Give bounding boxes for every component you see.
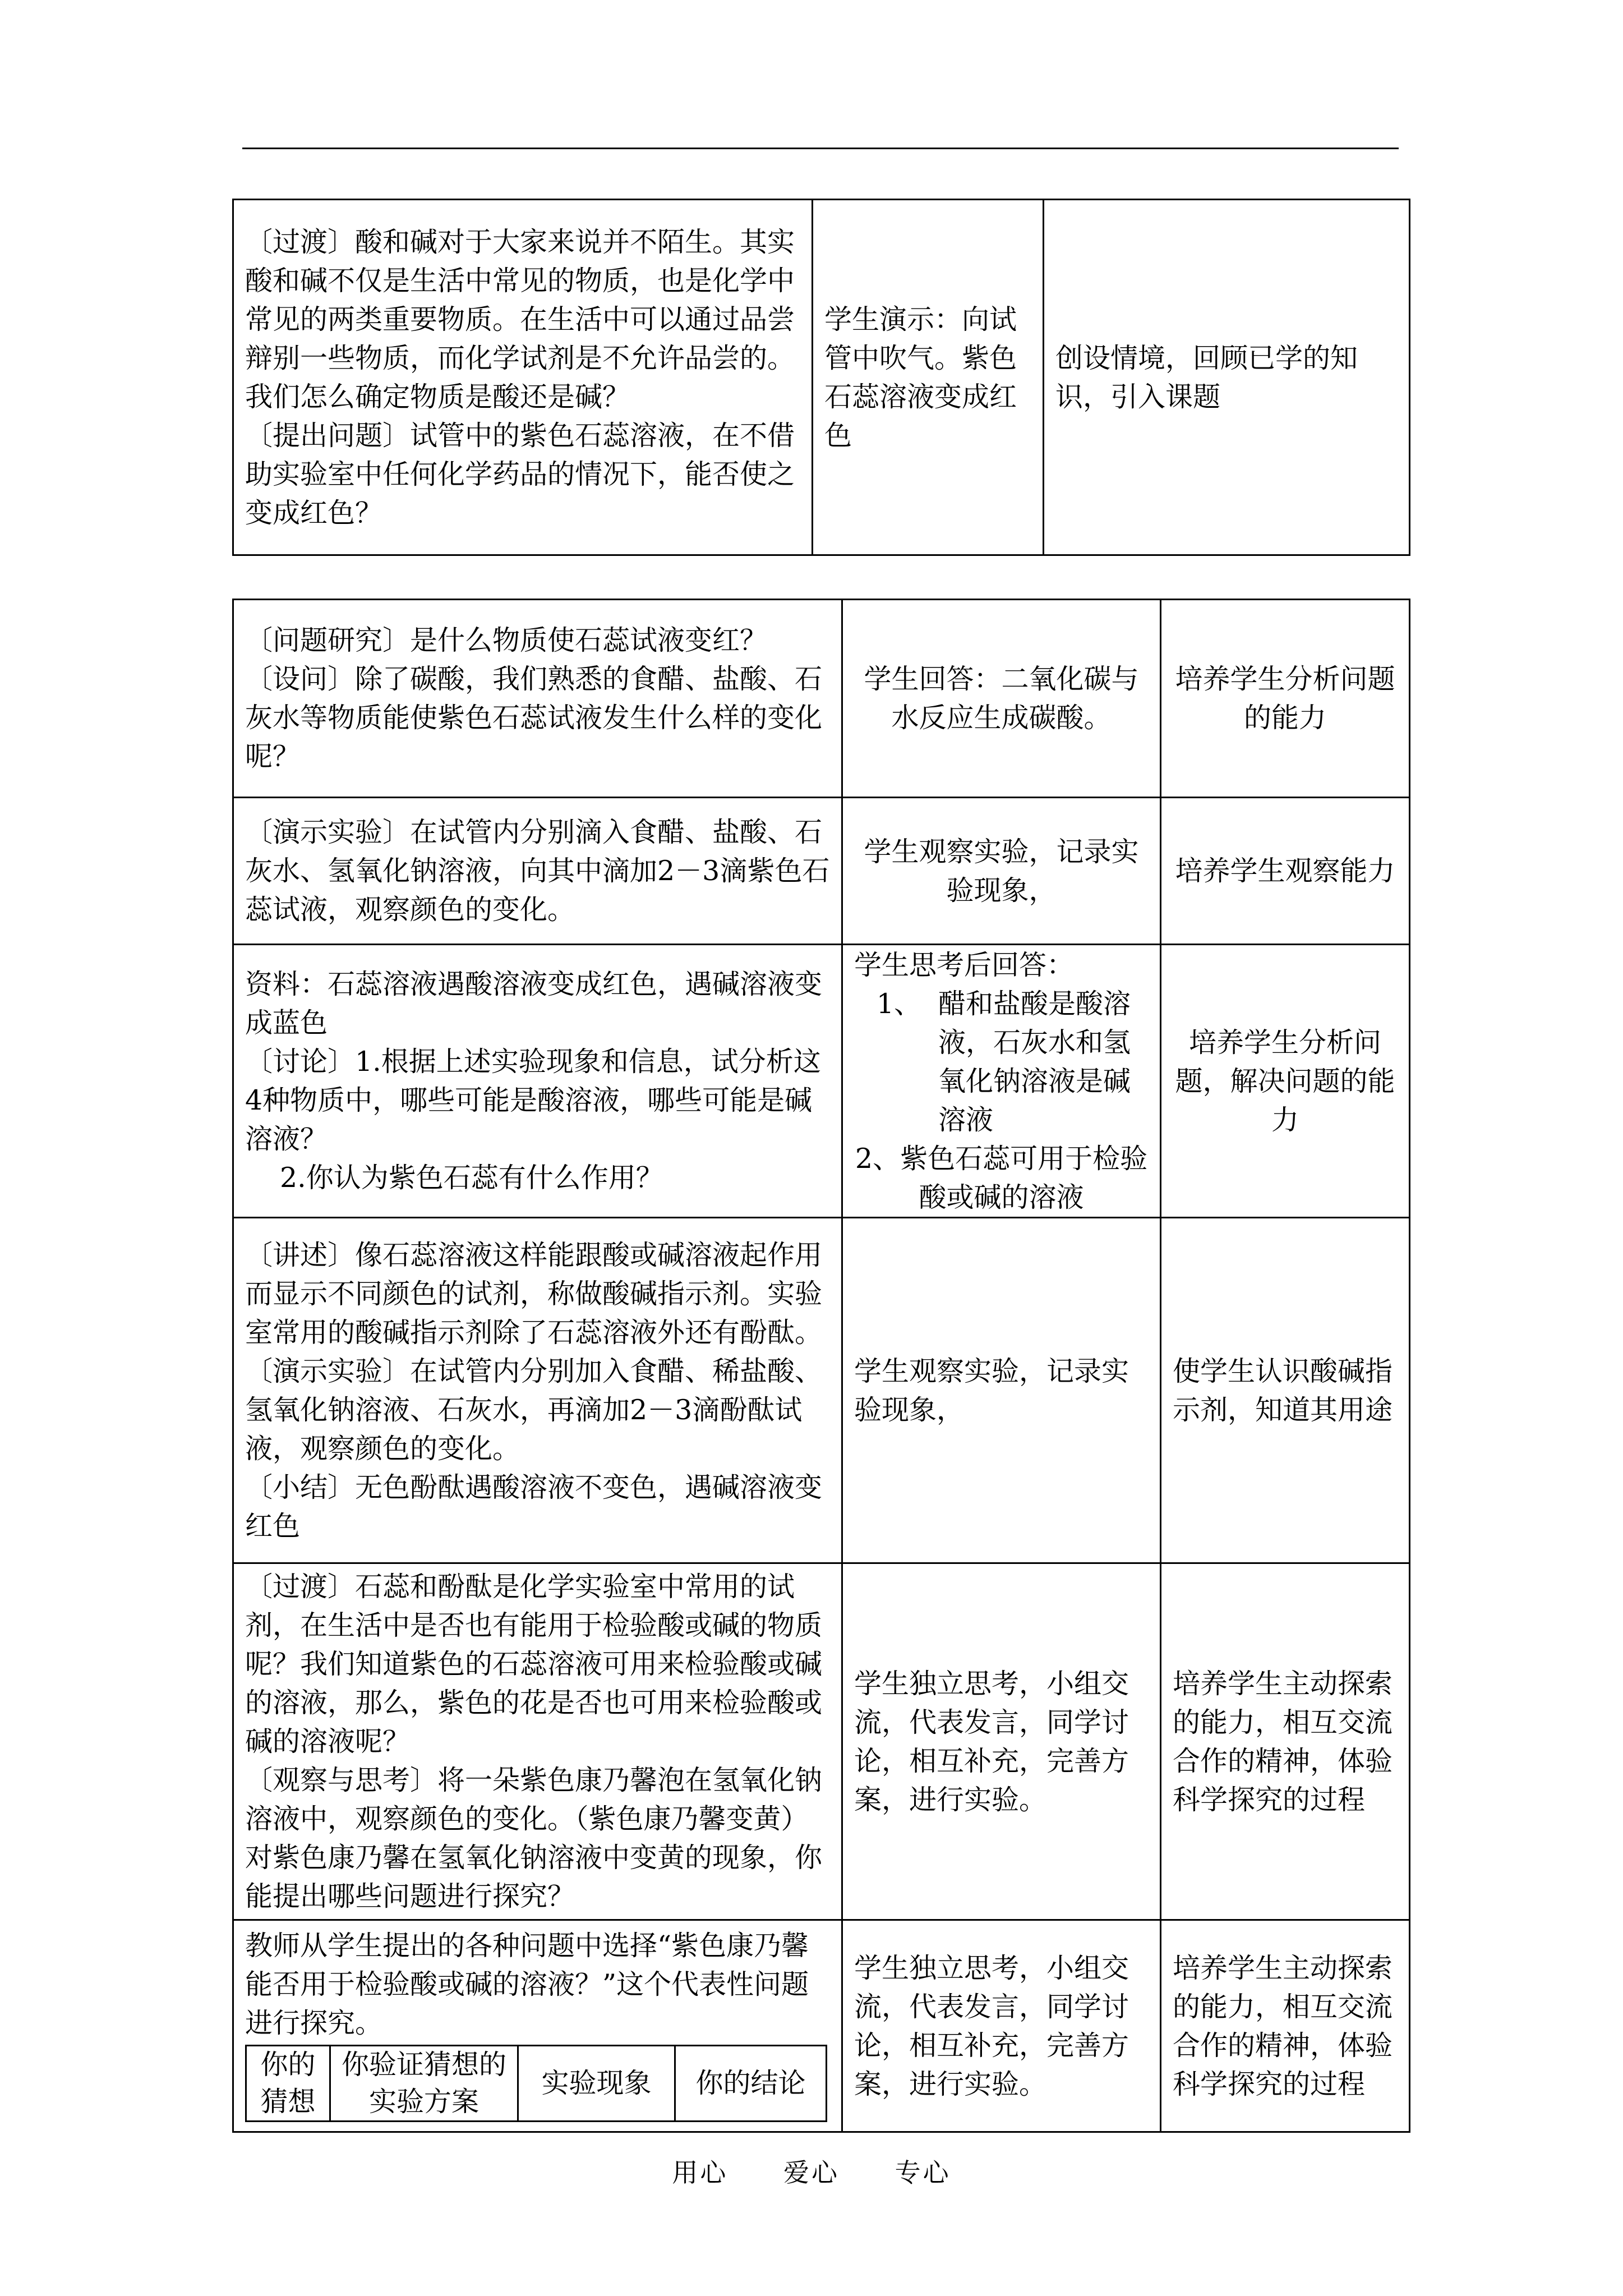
student-activity-cell: 学生独立思考，小组交流，代表发言，同学讨论，相互补充，完善方案，进行实验。 [842, 1920, 1161, 2132]
design-intent-cell: 培养学生主动探索的能力，相互交流合作的精神，体验科学探究的过程 [1161, 1563, 1410, 1920]
inquiry-record-table [245, 2045, 827, 2122]
discussion-question-2: 2.你认为紫色石蕊有什么作用？ [280, 1162, 663, 1194]
table-row [233, 600, 1410, 798]
research-question-text: 〔问题研究〕是什么物质使石蕊试液变红？ [245, 624, 768, 656]
header-guess: 你的猜想 [246, 2046, 330, 2122]
question-text: 〔提出问题〕试管中的紫色石蕊溶液，在不借助实验室中任何化学药品的情况下，能否使之变成红色？ [245, 419, 795, 529]
footer-word: 专心 [895, 2157, 951, 2188]
summary-text: 〔小结〕无色酚酞遇酸溶液不变色，遇碱溶液变红色 [245, 1471, 823, 1542]
teacher-activity-cell [233, 600, 842, 798]
teacher-selection-text: 教师从学生提出的各种问题中选择“紫色康乃馨能否用于检验酸或碱的溶液？”这个代表性问题进行探究。 [245, 1930, 809, 2039]
design-intent-cell: 培养学生主动探索的能力，相互交流合作的精神，体验科学探究的过程 [1161, 1920, 1410, 2132]
table-row [233, 945, 1410, 1218]
reference-text: 资料：石蕊溶液遇酸溶液变成红色，遇碱溶液变成蓝色 [245, 968, 823, 1039]
teacher-activity-cell [233, 1218, 842, 1563]
table-row [233, 1920, 1410, 2132]
design-intent-cell: 创设情境，回顾已学的知识，引入课题 [1044, 200, 1410, 555]
teacher-activity-cell: 〔演示实验〕在试管内分别滴入食醋、盐酸、石灰水、氢氧化钠溶液，向其中滴加2－3滴紫色石蕊试液，观察颜色的变化。 [233, 798, 842, 945]
footer-word: 用心 [672, 2157, 728, 2188]
demo-experiment-text: 〔演示实验〕在试管内分别加入食醋、稀盐酸、氢氧化钠溶液、石灰水，再滴加2－3滴酚酞试液，观察颜色的变化。 [245, 1355, 823, 1465]
transition-text: 〔过渡〕酸和碱对于大家来说并不陌生。其实酸和碱不仅是生活中常见的物质，也是化学中常见的两类重要物质。在生活中可以通过品尝辩别一些物质，而化学试剂是不允许品尝的。我们怎么确定物质是酸还是碱？ [245, 226, 795, 413]
student-activity-cell: 学生观察实验，记录实验现象， [842, 798, 1161, 945]
student-activity-cell: 学生回答：二氧化碳与水反应生成碳酸。 [842, 600, 1161, 798]
table-row [233, 798, 1410, 945]
design-intent-cell: 培养学生观察能力 [1161, 798, 1410, 945]
page-footer [0, 2152, 1623, 2189]
header-conclusion: 你的结论 [675, 2046, 827, 2122]
prompt-question-text: 〔设问〕除了碳酸，我们熟悉的食醋、盐酸、石灰水等物质能使紫色石蕊试液发生什么样的变化呢？ [245, 663, 823, 772]
transition-text: 〔过渡〕石蕊和酚酞是化学实验室中常用的试剂，在生活中是否也有能用于检验酸或碱的物质呢？我们知道紫色的石蕊溶液可用来检验酸或碱的溶液，那么，紫色的花是否也可用来检验酸或碱的溶液呢？ [245, 1571, 823, 1757]
student-activity-cell: 学生演示：向试管中吹气。紫色石蕊溶液变成红色 [813, 200, 1044, 555]
design-intent-cell: 使学生认识酸碱指示剂，知道其用途 [1161, 1218, 1410, 1563]
student-answer-head: 学生思考后回答： [854, 949, 1075, 981]
student-answer-2: 2、紫色石蕊可用于检验酸或碱的溶液 [855, 1142, 1148, 1213]
table-row [233, 1563, 1410, 1920]
table-row [233, 200, 1410, 555]
teacher-activity-cell [233, 200, 813, 555]
student-activity-cell: 学生观察实验，记录实验现象， [842, 1218, 1161, 1563]
student-activity-cell: 学生独立思考，小组交流，代表发言，同学讨论，相互补充，完善方案，进行实验。 [842, 1563, 1161, 1920]
inner-table-header-row [246, 2046, 827, 2122]
observe-think-text: 〔观察与思考〕将一朵紫色康乃馨泡在氢氧化钠溶液中，观察颜色的变化。（紫色康乃馨变黄）对紫色康乃馨在氢氧化钠溶液中变黄的现象，你能提出哪些问题进行探究？ [245, 1764, 823, 1912]
footer-word: 爱心 [783, 2157, 840, 2188]
header-plan: 你验证猜想的实验方案 [330, 2046, 518, 2122]
teacher-activity-cell [233, 945, 842, 1218]
lesson-table-2 [232, 599, 1410, 2133]
list-item [854, 984, 1149, 1139]
design-intent-cell: 培养学生分析问题，解决问题的能力 [1161, 945, 1410, 1218]
teacher-activity-cell [233, 1563, 842, 1920]
student-activity-cell [842, 945, 1161, 1218]
list-number: 1、 [876, 987, 921, 1020]
student-answer-1: 醋和盐酸是酸溶液，石灰水和氢氧化钠溶液是碱溶液 [938, 987, 1131, 1136]
lecture-text: 〔讲述〕像石蕊溶液这样能跟酸或碱溶液起作用而显示不同颜色的试剂，称做酸碱指示剂。实验室常用的酸碱指示剂除了石蕊溶液外还有酚酞。 [245, 1239, 823, 1349]
lesson-table-1 [232, 199, 1410, 556]
header-phenomenon: 实验现象 [518, 2046, 675, 2122]
teacher-activity-cell [233, 1920, 842, 2132]
header-rule [242, 148, 1399, 149]
table-row [233, 1218, 1410, 1563]
discussion-text: 〔讨论〕1.根据上述实验现象和信息，试分析这4种物质中，哪些可能是酸溶液，哪些可能是碱溶液？ [245, 1046, 821, 1155]
design-intent-cell: 培养学生分析问题的能力 [1161, 600, 1410, 798]
